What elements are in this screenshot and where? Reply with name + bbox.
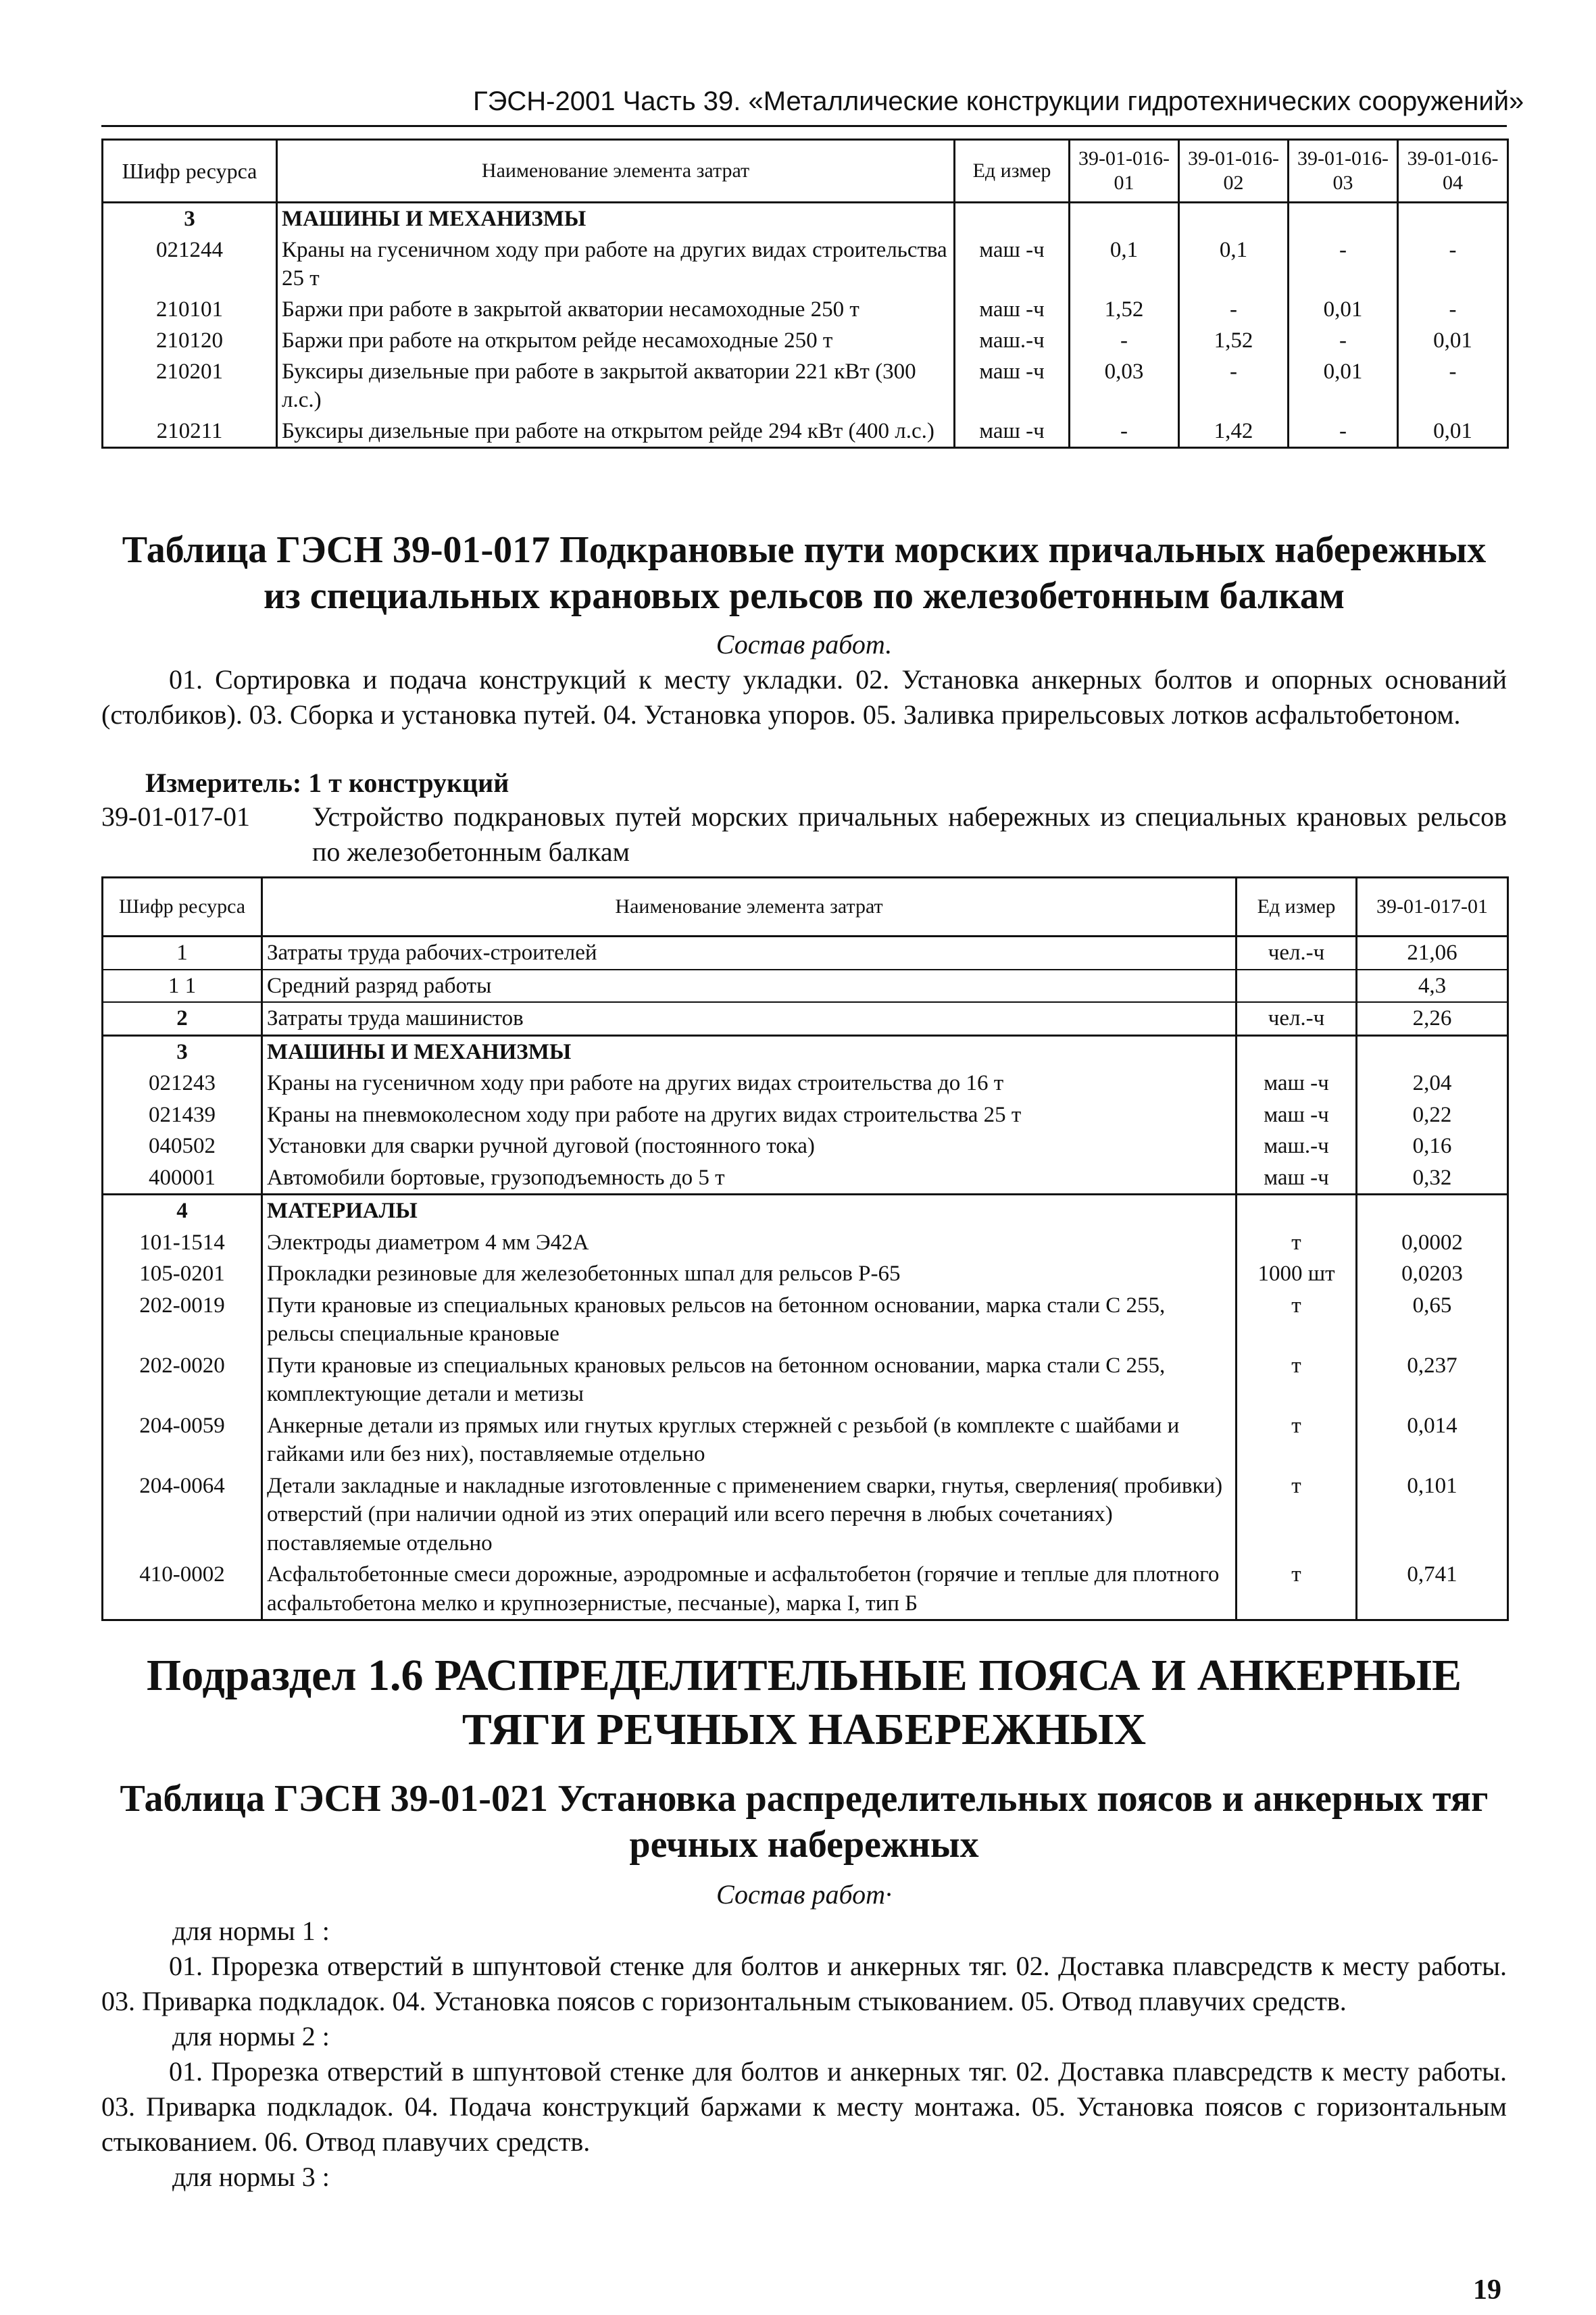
value: 0,32 [1357, 1162, 1508, 1195]
table-row [103, 1350, 1508, 1410]
resource-code: 210101 [103, 294, 277, 325]
resource-code: 202-0019 [103, 1290, 262, 1350]
value: - [1289, 325, 1398, 356]
value: 0,22 [1357, 1099, 1508, 1131]
table-header-row [103, 878, 1508, 937]
subsection-title: Подраздел 1.6 РАСПРЕДЕЛИТЕЛЬНЫЕ ПОЯСА И АНКЕРНЫЕ ТЯГИ РЕЧНЫХ НАБЕРЕЖНЫХ [146, 1651, 1462, 1754]
unit: чел.-ч [1237, 1002, 1357, 1035]
column-header: Шифр ресурса [103, 878, 262, 937]
table-row [103, 234, 1508, 294]
resource-name: Пути крановые из специальных крановых рельсов на бетонном основании, марка стали С 255, рельсы специальные крановые [262, 1290, 1237, 1350]
table-row [103, 1130, 1508, 1162]
value: 0,65 [1357, 1290, 1508, 1350]
column-header: 39-01-016-02 [1179, 140, 1289, 203]
value: - [1289, 416, 1398, 448]
section-title: МАШИНЫ И МЕХАНИЗМЫ [277, 203, 955, 235]
resource-code: 1 1 [103, 970, 262, 1003]
unit: т [1237, 1410, 1357, 1470]
table-header-row [103, 140, 1508, 203]
column-header: Наименование элемента затрат [262, 878, 1237, 937]
table-row [103, 1227, 1508, 1259]
table-row [103, 937, 1508, 970]
table-row [103, 1099, 1508, 1131]
composition-label: Состав работ. [716, 629, 893, 659]
section-title: МАШИНЫ И МЕХАНИЗМЫ [262, 1035, 1237, 1068]
norm1-text: 01. Прорезка отверстий в шпунтовой стенке для болтов и анкерных тяг. 02. Доставка плавсредств к месту работы. 03. Приварка подкладок. 04. Установка поясов с горизонтальным стыкованием. 05. Отвод плавучих средств. [101, 1951, 1507, 2016]
resource-name: Буксиры дизельные при работе в закрытой акватории 221 кВт (300 л.с.) [277, 356, 955, 416]
unit: т [1237, 1290, 1357, 1350]
table-row [103, 1410, 1508, 1470]
value: 0,01 [1289, 294, 1398, 325]
section-row [103, 203, 1508, 235]
resource-name: Буксиры дизельные при работе на открытом рейде 294 кВт (400 л.с.) [277, 416, 955, 448]
resource-name: Баржи при работе на открытом рейде несамоходные 250 т [277, 325, 955, 356]
unit: маш -ч [955, 234, 1070, 294]
resource-code: 105-0201 [103, 1258, 262, 1290]
value: 0,741 [1357, 1559, 1508, 1620]
meter-label: Измеритель: [145, 768, 302, 798]
resource-name: Электроды диаметром 4 мм Э42А [262, 1227, 1237, 1259]
resource-name: Установки для сварки ручной дуговой (постоянного тока) [262, 1130, 1237, 1162]
resource-name: Анкерные детали из прямых или гнутых круглых стержней с резьбой (в комплекте с шайбами и гайками или без них), поставляемые отдельно [262, 1410, 1237, 1470]
unit: маш -ч [1237, 1068, 1357, 1099]
value: 0,1 [1179, 234, 1289, 294]
resource-code: 1 [103, 937, 262, 970]
unit: маш.-ч [955, 325, 1070, 356]
table-row [103, 356, 1508, 416]
value: 0,01 [1398, 416, 1508, 448]
value: - [1179, 356, 1289, 416]
unit: т [1237, 1559, 1357, 1620]
value: - [1070, 325, 1179, 356]
value: 1,42 [1179, 416, 1289, 448]
table-row [103, 1162, 1508, 1195]
unit: маш -ч [955, 356, 1070, 416]
resource-code: 410-0002 [103, 1559, 262, 1620]
value: 2,04 [1357, 1068, 1508, 1099]
value: 0,237 [1357, 1350, 1508, 1410]
value: - [1398, 356, 1508, 416]
unit: т [1237, 1350, 1357, 1410]
table-row [103, 1002, 1508, 1035]
resource-code: 021244 [103, 234, 277, 294]
column-header: 39-01-017-01 [1357, 878, 1508, 937]
resource-code: 021439 [103, 1099, 262, 1131]
resource-name: Краны на гусеничном ходу при работе на других видах строительства до 16 т [262, 1068, 1237, 1099]
unit: т [1237, 1227, 1357, 1259]
table-row [103, 1258, 1508, 1290]
value: 4,3 [1357, 970, 1508, 1003]
meter-value: 1 т конструкций [308, 768, 509, 798]
norm2-label: для нормы 2 : [172, 2021, 330, 2051]
unit: маш -ч [1237, 1162, 1357, 1195]
value: 0,0203 [1357, 1258, 1508, 1290]
resource-code: 210211 [103, 416, 277, 448]
column-header: 39-01-016-03 [1289, 140, 1398, 203]
section-title: МАТЕРИАЛЫ [262, 1195, 1237, 1227]
table-39-01-016 [101, 139, 1509, 449]
resource-name: Затраты труда машинистов [262, 1002, 1237, 1035]
unit: маш.-ч [1237, 1130, 1357, 1162]
resource-name: Краны на пневмоколесном ходу при работе на других видах строительства 25 т [262, 1099, 1237, 1131]
resource-code: 210120 [103, 325, 277, 356]
value: 0,0002 [1357, 1227, 1508, 1259]
resource-code: 3 [103, 1035, 262, 1068]
table-row [103, 1559, 1508, 1620]
unit: маш -ч [955, 294, 1070, 325]
resource-code: 040502 [103, 1130, 262, 1162]
resource-name: Пути крановые из специальных крановых рельсов на бетонном основании, марка стали С 255, комплектующие детали и метизы [262, 1350, 1237, 1410]
resource-name: Асфальтобетонные смеси дорожные, аэродромные и асфальтобетон (горячие и теплые для плотного асфальтобетона мелко и крупнозернистые, песчаные), марка I, тип Б [262, 1559, 1237, 1620]
table-row [103, 970, 1508, 1003]
value: - [1398, 294, 1508, 325]
resource-name: Детали закладные и накладные изготовленные с применением сварки, гнутья, сверления( пробивки) отверстий (при наличии одной из этих операций или всего перечня в любых сочетаниях) поставляемые отдельно [262, 1470, 1237, 1560]
table-row [103, 416, 1508, 448]
norm3-label: для нормы 3 : [172, 2162, 330, 2192]
table-title-021: Таблица ГЭСН 39-01-021 Установка распределительных поясов и анкерных тяг речных набережных [120, 1778, 1489, 1866]
column-header: Ед измер [1237, 878, 1357, 937]
value: - [1179, 294, 1289, 325]
resource-code: 4 [103, 1195, 262, 1227]
resource-code: 101-1514 [103, 1227, 262, 1259]
norm1-label: для нормы 1 : [172, 1916, 330, 1946]
value: 0,101 [1357, 1470, 1508, 1560]
table-39-01-017 [101, 876, 1509, 1621]
value: - [1289, 234, 1398, 294]
resource-code: 202-0020 [103, 1350, 262, 1410]
resource-code: 204-0059 [103, 1410, 262, 1470]
meter-line [145, 766, 509, 801]
resource-name: Средний разряд работы [262, 970, 1237, 1003]
resource-code: 3 [103, 203, 277, 235]
column-header: 39-01-016-04 [1398, 140, 1508, 203]
value: 21,06 [1357, 937, 1508, 970]
value: 0,01 [1398, 325, 1508, 356]
norm-name: Устройство подкрановых путей морских причальных набережных из специальных крановых рельсов по железобетонным балкам [312, 801, 1507, 867]
resource-code: 204-0064 [103, 1470, 262, 1560]
header-rule [101, 125, 1507, 127]
composition-label: Состав работ· [716, 1879, 892, 1910]
composition-text: 01. Сортировка и подача конструкций к месту укладки. 02. Установка анкерных болтов и опорных оснований (столбиков). 03. Сборка и установка путей. 04. Установка упоров. 05. Заливка прирельсовых лотков асфальтобетоном. [101, 664, 1507, 730]
column-header: Наименование элемента затрат [277, 140, 955, 203]
table-row [103, 1290, 1508, 1350]
column-header: 39-01-016-01 [1070, 140, 1179, 203]
table-row [103, 1068, 1508, 1099]
table-row [103, 325, 1508, 356]
value: 1,52 [1070, 294, 1179, 325]
norm2-text: 01. Прорезка отверстий в шпунтовой стенке для болтов и анкерных тяг. 02. Доставка плавсредств к месту работы. 03. Приварка подкладок. 04. Подача конструкций баржами к месту монтажа. 05. Установка поясов с горизонтальным стыкованием. 06. Отвод плавучих средств. [101, 2056, 1507, 2157]
unit: маш -ч [1237, 1099, 1357, 1131]
value: 1,52 [1179, 325, 1289, 356]
resource-name: Затраты труда рабочих-строителей [262, 937, 1237, 970]
unit [1237, 970, 1357, 1003]
table-title-017: Таблица ГЭСН 39-01-017 Подкрановые пути морских причальных набережных из специальных крановых рельсов по железобетонным балкам [122, 529, 1487, 617]
resource-name: Прокладки резиновые для железобетонных шпал для рельсов Р-65 [262, 1258, 1237, 1290]
column-header: Ед измер [955, 140, 1070, 203]
value: 0,16 [1357, 1130, 1508, 1162]
section-row [103, 1035, 1508, 1068]
resource-code: 021243 [103, 1068, 262, 1099]
value: 0,03 [1070, 356, 1179, 416]
running-header: ГЭСН-2001 Часть 39. «Металлические конструкции гидротехнических сооружений» [473, 86, 1524, 116]
page-number: 19 [1473, 2274, 1501, 2306]
unit: чел.-ч [1237, 937, 1357, 970]
resource-name: Краны на гусеничном ходу при работе на других видах строительства 25 т [277, 234, 955, 294]
value: 0,01 [1289, 356, 1398, 416]
table-row [103, 294, 1508, 325]
unit: маш -ч [955, 416, 1070, 448]
unit: т [1237, 1470, 1357, 1560]
table-row [103, 1470, 1508, 1560]
value: 0,1 [1070, 234, 1179, 294]
resource-code: 400001 [103, 1162, 262, 1195]
resource-name: Баржи при работе в закрытой акватории несамоходные 250 т [277, 294, 955, 325]
column-header: Шифр ресурса [103, 140, 277, 203]
value: - [1398, 234, 1508, 294]
resource-code: 2 [103, 1002, 262, 1035]
section-row [103, 1195, 1508, 1227]
value: - [1070, 416, 1179, 448]
resource-code: 210201 [103, 356, 277, 416]
resource-name: Автомобили бортовые, грузоподъемность до 5 т [262, 1162, 1237, 1195]
norm-code: 39-01-017-01 [101, 801, 250, 832]
unit: 1000 шт [1237, 1258, 1357, 1290]
value: 0,014 [1357, 1410, 1508, 1470]
value: 2,26 [1357, 1002, 1508, 1035]
